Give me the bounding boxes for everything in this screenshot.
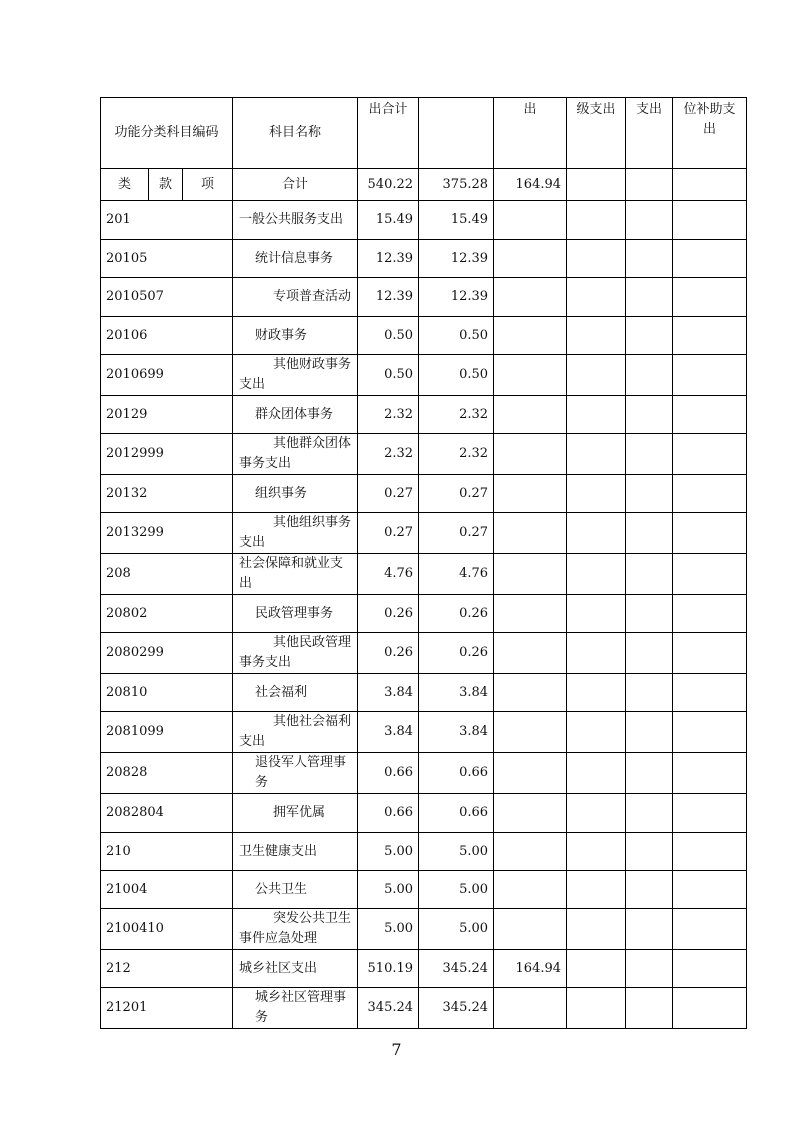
total-sum: 540.22 (358, 169, 419, 201)
lei-header: 类 (101, 169, 149, 201)
total-value: 4.76 (358, 554, 419, 595)
subsidy-value (673, 753, 747, 794)
unit-value (626, 317, 673, 355)
project-value (494, 633, 567, 674)
subject-name: 卫生健康支出 (233, 833, 358, 871)
upper-value (567, 355, 626, 396)
unit-value (626, 712, 673, 753)
upper-value (567, 988, 626, 1029)
subsidy-value (673, 317, 747, 355)
total-value: 0.27 (358, 513, 419, 554)
total-row (101, 169, 747, 201)
subject-name: 其他组织事务支出 (233, 513, 358, 554)
total-value: 5.00 (358, 833, 419, 871)
subject-code: 2013299 (101, 513, 233, 554)
total-value: 3.84 (358, 674, 419, 712)
upper-value (567, 240, 626, 278)
subsidy-header: 位补助支出 (673, 98, 747, 169)
subsidy-value (673, 950, 747, 988)
upper-value (567, 434, 626, 475)
subject-name: 城乡社区支出 (233, 950, 358, 988)
subject-code: 210 (101, 833, 233, 871)
total-value: 15.49 (358, 201, 419, 240)
upper-value (567, 833, 626, 871)
unit-value (626, 434, 673, 475)
project-value (494, 201, 567, 240)
subject-name: 公共卫生 (233, 871, 358, 909)
total-value: 3.84 (358, 712, 419, 753)
table-row (101, 674, 747, 712)
project-value (494, 278, 567, 317)
subject-name: 其他民政管理事务支出 (233, 633, 358, 674)
subject-name: 财政事务 (233, 317, 358, 355)
subsidy-value (673, 712, 747, 753)
unit-value (626, 909, 673, 950)
table-row (101, 396, 747, 434)
total-basic: 375.28 (419, 169, 494, 201)
project-header: 出 (494, 98, 567, 169)
upper-value (567, 554, 626, 595)
subject-name: 一般公共服务支出 (233, 201, 358, 240)
subject-code: 2081099 (101, 712, 233, 753)
subject-name: 城乡社区管理事务 (233, 988, 358, 1029)
subject-code: 2100410 (101, 909, 233, 950)
subsidy-value (673, 355, 747, 396)
upper-value (567, 871, 626, 909)
subject-code: 208 (101, 554, 233, 595)
subsidy-value (673, 434, 747, 475)
total-upper (567, 169, 626, 201)
unit-value (626, 396, 673, 434)
total-value: 0.26 (358, 595, 419, 633)
table-row (101, 753, 747, 794)
total-value: 5.00 (358, 871, 419, 909)
basic-value: 0.27 (419, 475, 494, 513)
name-header: 科目名称 (233, 98, 358, 169)
upper-value (567, 909, 626, 950)
upper-value (567, 633, 626, 674)
total-value: 2.32 (358, 396, 419, 434)
upper-value (567, 278, 626, 317)
subject-name: 其他社会福利支出 (233, 712, 358, 753)
unit-value (626, 595, 673, 633)
subject-code: 20132 (101, 475, 233, 513)
project-value (494, 794, 567, 833)
unit-value (626, 794, 673, 833)
project-value (494, 355, 567, 396)
subject-code: 20802 (101, 595, 233, 633)
basic-value: 12.39 (419, 278, 494, 317)
table-row (101, 240, 747, 278)
table-row (101, 633, 747, 674)
total-value: 12.39 (358, 278, 419, 317)
upper-value (567, 950, 626, 988)
basic-value: 2.32 (419, 396, 494, 434)
project-value: 164.94 (494, 950, 567, 988)
project-value (494, 396, 567, 434)
subject-code: 2012999 (101, 434, 233, 475)
table-row (101, 278, 747, 317)
project-value (494, 240, 567, 278)
subsidy-value (673, 554, 747, 595)
code-header: 功能分类科目编码 (101, 98, 233, 169)
basic-value: 2.32 (419, 434, 494, 475)
table-row (101, 513, 747, 554)
subsidy-value (673, 794, 747, 833)
upper-value (567, 674, 626, 712)
project-value (494, 674, 567, 712)
basic-value: 12.39 (419, 240, 494, 278)
upper-value (567, 317, 626, 355)
table-row (101, 794, 747, 833)
unit-value (626, 988, 673, 1029)
subject-name: 其他财政事务支出 (233, 355, 358, 396)
upper-value (567, 475, 626, 513)
basic-value: 5.00 (419, 909, 494, 950)
basic-value: 0.50 (419, 355, 494, 396)
subsidy-value (673, 595, 747, 633)
subsidy-value (673, 674, 747, 712)
upper-header: 级支出 (567, 98, 626, 169)
unit-value (626, 871, 673, 909)
subject-name: 退役军人管理事务 (233, 753, 358, 794)
subject-name: 专项普查活动 (233, 278, 358, 317)
subsidy-value (673, 278, 747, 317)
basic-value: 0.26 (419, 595, 494, 633)
unit-value (626, 513, 673, 554)
unit-value (626, 753, 673, 794)
total-value: 0.27 (358, 475, 419, 513)
table-row (101, 909, 747, 950)
xiang-header: 项 (183, 169, 233, 201)
subject-code: 2010699 (101, 355, 233, 396)
total-value: 0.50 (358, 355, 419, 396)
unit-value (626, 201, 673, 240)
subject-code: 20828 (101, 753, 233, 794)
unit-value (626, 633, 673, 674)
unit-value (626, 355, 673, 396)
unit-value (626, 950, 673, 988)
subject-code: 2080299 (101, 633, 233, 674)
basic-value: 5.00 (419, 871, 494, 909)
total-value: 345.24 (358, 988, 419, 1029)
total-unit (626, 169, 673, 201)
subsidy-value (673, 871, 747, 909)
subject-code: 20105 (101, 240, 233, 278)
unit-header: 支出 (626, 98, 673, 169)
table-row (101, 355, 747, 396)
total-value: 2.32 (358, 434, 419, 475)
project-value (494, 434, 567, 475)
project-value (494, 595, 567, 633)
subsidy-value (673, 833, 747, 871)
unit-value (626, 554, 673, 595)
project-value (494, 753, 567, 794)
basic-value: 0.66 (419, 753, 494, 794)
subsidy-value (673, 240, 747, 278)
table-row (101, 434, 747, 475)
unit-value (626, 674, 673, 712)
basic-value: 0.50 (419, 317, 494, 355)
project-value (494, 317, 567, 355)
subject-name: 社会福利 (233, 674, 358, 712)
unit-value (626, 475, 673, 513)
subject-name: 民政管理事务 (233, 595, 358, 633)
table-row (101, 871, 747, 909)
basic-value: 15.49 (419, 201, 494, 240)
expenditure-table (100, 97, 747, 1029)
basic-value: 345.24 (419, 988, 494, 1029)
page-number: 7 (391, 1040, 402, 1059)
upper-value (567, 513, 626, 554)
total-project: 164.94 (494, 169, 567, 201)
subject-name: 组织事务 (233, 475, 358, 513)
subject-code: 201 (101, 201, 233, 240)
subject-name: 社会保障和就业支出 (233, 554, 358, 595)
basic-header (419, 98, 494, 169)
table-row (101, 201, 747, 240)
total-value: 5.00 (358, 909, 419, 950)
basic-value: 3.84 (419, 674, 494, 712)
table-row (101, 833, 747, 871)
subsidy-value (673, 633, 747, 674)
subject-name: 统计信息事务 (233, 240, 358, 278)
basic-value: 0.26 (419, 633, 494, 674)
total-value: 510.19 (358, 950, 419, 988)
table-row (101, 950, 747, 988)
subsidy-value (673, 909, 747, 950)
total-value: 0.66 (358, 753, 419, 794)
subsidy-value (673, 201, 747, 240)
kuan-header: 款 (149, 169, 183, 201)
total-name: 合计 (233, 169, 358, 201)
unit-value (626, 833, 673, 871)
basic-value: 345.24 (419, 950, 494, 988)
table-row (101, 712, 747, 753)
project-value (494, 833, 567, 871)
subject-code: 20810 (101, 674, 233, 712)
project-value (494, 909, 567, 950)
upper-value (567, 595, 626, 633)
project-value (494, 475, 567, 513)
subject-code: 20129 (101, 396, 233, 434)
total-value: 0.26 (358, 633, 419, 674)
total-header: 出合计 (358, 98, 419, 169)
table-row (101, 317, 747, 355)
project-value (494, 554, 567, 595)
subject-code: 212 (101, 950, 233, 988)
subject-name: 群众团体事务 (233, 396, 358, 434)
header-row (101, 98, 747, 169)
subject-code: 2082804 (101, 794, 233, 833)
subject-code: 21004 (101, 871, 233, 909)
total-value: 12.39 (358, 240, 419, 278)
upper-value (567, 794, 626, 833)
project-value (494, 513, 567, 554)
basic-value: 4.76 (419, 554, 494, 595)
subject-name: 突发公共卫生事件应急处理 (233, 909, 358, 950)
table-row (101, 554, 747, 595)
table-row (101, 595, 747, 633)
table-row (101, 988, 747, 1029)
upper-value (567, 753, 626, 794)
table-row (101, 475, 747, 513)
basic-value: 0.27 (419, 513, 494, 554)
subject-code: 21201 (101, 988, 233, 1029)
subsidy-value (673, 513, 747, 554)
basic-value: 0.66 (419, 794, 494, 833)
project-value (494, 871, 567, 909)
upper-value (567, 712, 626, 753)
subject-name: 其他群众团体事务支出 (233, 434, 358, 475)
unit-value (626, 240, 673, 278)
subject-code: 20106 (101, 317, 233, 355)
total-subsidy (673, 169, 747, 201)
subsidy-value (673, 475, 747, 513)
subject-name: 拥军优属 (233, 794, 358, 833)
basic-value: 5.00 (419, 833, 494, 871)
total-value: 0.66 (358, 794, 419, 833)
upper-value (567, 396, 626, 434)
project-value (494, 712, 567, 753)
basic-value: 3.84 (419, 712, 494, 753)
total-value: 0.50 (358, 317, 419, 355)
subsidy-value (673, 396, 747, 434)
subsidy-value (673, 988, 747, 1029)
subject-code: 2010507 (101, 278, 233, 317)
upper-value (567, 201, 626, 240)
unit-value (626, 278, 673, 317)
project-value (494, 988, 567, 1029)
